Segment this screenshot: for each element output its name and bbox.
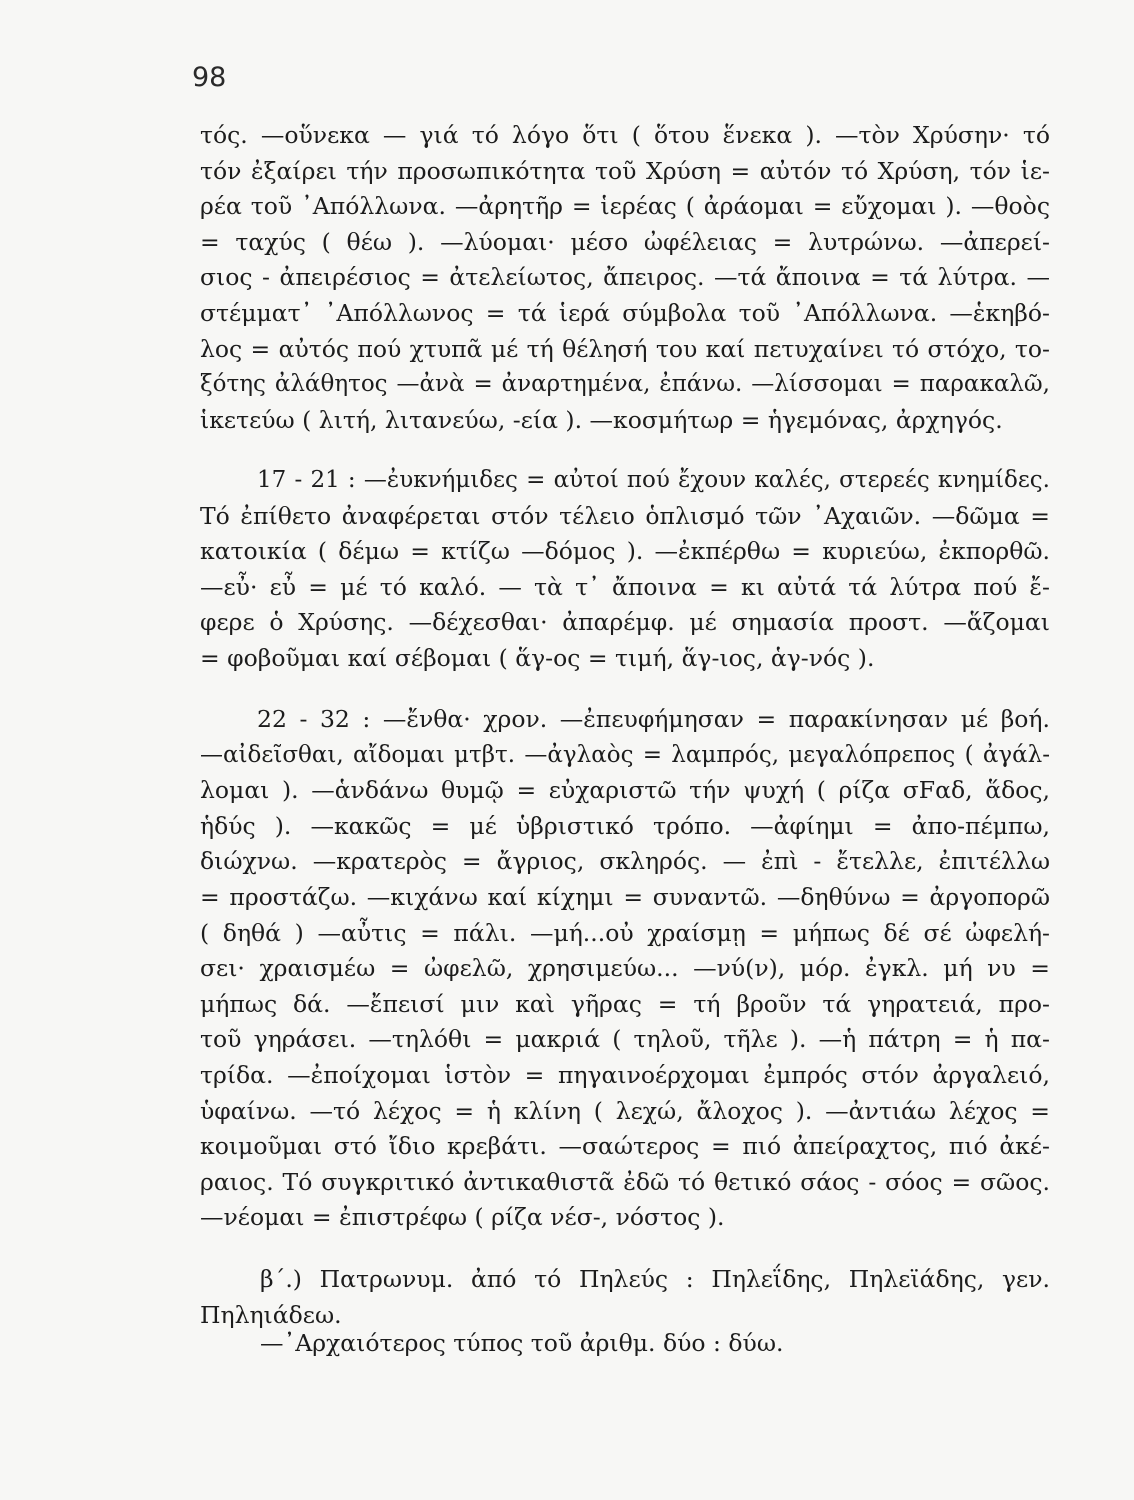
text-line: σει· χραισμέω = ὠφελῶ, χρησιμεύω... —νύ(ν), μόρ. ἐγκλ. μή νυ = [200,954,1050,983]
text-line: ξότης ἀλάθητος —ἀνὰ = ἀναρτημένα, ἐπάνω. —λίσσομαι = παρακαλῶ, [200,371,1050,398]
page-number: 98 [192,62,227,93]
text-line: μήπως δά. —ἔπεισί μιν καὶ γῆρας = τή βροῦν τά γηρατειά, προ- [200,989,1050,1018]
text-line: —νέομαι = ἐπιστρέφω ( ρίζα νέσ-, νόστος ). [200,1203,725,1232]
text-line: λος = αὐτός πού χτυπᾶ μέ τή θέλησή του καί πετυχαίνει τό στόχο, το- [200,334,1050,363]
text-line: —αἰδεῖσθαι, αἴδομαι μτβτ. —ἀγλαὸς = λαμπρός, μεγαλόπρεπος ( ἀγάλ- [200,741,1050,768]
text-line: ἡδύς ). —κακῶς = μέ ὑβριστικό τρόπο. —ἀφίημι = ἀπο-πέμπω, [200,811,1050,840]
text-line: τρίδα. —ἐποίχομαι ἱστὸν = πηγαινοέρχομαι ἐμπρός στόν ἀργαλειό, [200,1060,1050,1089]
text-line: —᾿Αρχαιότερος τύπος τοῦ ἀριθμ. δύο : δύω. [260,1329,784,1357]
text-line: τόν ἐξαίρει τήν προσωπικότητα τοῦ Χρύση = αὐτόν τό Χρύση, τόν ἱε- [200,156,1050,185]
text-line: ὑφαίνω. —τό λέχος = ἡ κλίνη ( λεχώ, ἄλοχος ). —ἀντιάω λέχος = [200,1096,1050,1125]
text-line: διώχνω. —κρατερὸς = ἄγριος, σκληρός. — ἐπὶ - ἔτελλε, ἐπιτέλλω [200,847,1050,876]
text-line: ( δηθά ) —αὖτις = πάλι. —μή...οὐ χραίσμῃ = μήπως δέ σέ ὠφελή- [200,918,1050,947]
paragraph-text [200,463,1050,677]
paragraph-text [200,1262,1050,1333]
text-line: σιος - ἀπειρέσιος = ἀτελείωτος, ἄπειρος. —τά ἄποινα = τά λύτρα. — [200,263,1050,292]
paragraph-4 [200,1262,1050,1333]
text-line: κατοικία ( δέμω = κτίζω —δόμος ). —ἐκπέρθω = κυριεύω, ἐκπορθῶ. [200,537,1050,566]
paragraph-text [200,1326,1050,1362]
text-line: —εὖ· εὖ = μέ τό καλό. — τὰ τ᾿ ἄποινα = κι αὐτά τά λύτρα πού ἔ- [200,572,1050,601]
text-line: = ταχύς ( θέω ). —λύομαι· μέσο ὠφέλειας = λυτρώνω. —ἀπερεί- [200,227,1050,256]
text-line: τός. —οὕνεκα — γιά τό λόγο ὅτι ( ὅτου ἕνεκα ). —τὸν Χρύσην· τό [200,121,1050,149]
text-line: Τό ἐπίθετο ἀναφέρεται στόν τέλειο ὁπλισμό τῶν ᾿Αχαιῶν. —δῶμα = [200,501,1050,530]
text-line: ἱκετεύω ( λιτή, λιτανεύω, -εία ). —κοσμήτωρ = ἡγεμόνας, ἀρχηγός. [200,405,1003,434]
paragraph-5 [200,1326,1050,1362]
text-line: β΄.) Πατρωνυμ. ἀπό τό Πηλεύς : Πηλεΐδης, Πηλεϊάδης, γεν. [260,1265,1050,1293]
paragraph-3 [200,702,1050,1236]
paragraph-1 [200,118,1050,438]
paragraph-text [200,118,1050,438]
text-line: Πηληιάδεω. [200,1300,342,1329]
text-line: στέμματ᾿ ᾿Απόλλωνος = τά ἱερά σύμβολα τοῦ ᾿Απόλλωνα. —ἑκηβό- [200,298,1050,327]
text-line: = φοβοῦμαι καί σέβομαι ( ἅγ-ος = τιμή, ἅγ-ιος, ἁγ-νός ). [200,643,875,672]
text-line: κοιμοῦμαι στό ἴδιο κρεβάτι. —σαώτερος = πιό ἀπείραχτος, πιό ἀκέ- [200,1132,1050,1161]
text-line: λομαι ). —ἁνδάνω θυμῷ = εὐχαριστῶ τήν ψυχή ( ρίζα σFαδ, ἅδος, [200,776,1050,805]
text-line: φερε ὁ Χρύσης. —δέχεσθαι· ἀπαρέμφ. μέ σημασία προστ. —ἅζομαι [200,608,1050,637]
text-line: ρέα τοῦ ᾿Απόλλωνα. —ἀρητῆρ = ἱερέας ( ἀράομαι = εὔχομαι ). —θοὸς [200,192,1050,221]
text-line: = προστάζω. —κιχάνω καί κίχημι = συναντῶ. —δηθύνω = ἀργοπορῶ [200,882,1050,911]
text-line: 22 - 32 : —ἔνθα· χρον. —ἐπευφήμησαν = παρακίνησαν μέ βοή. [257,705,1050,733]
text-line: ραιος. Τό συγκριτικό ἀντικαθιστᾶ ἐδῶ τό θετικό σάος - σόος = σῶος. [200,1167,1050,1196]
text-line: 17 - 21 : —ἐυκνήμιδες = αὐτοί πού ἔχουν καλές, στερεές κνημίδες. [257,467,1050,493]
text-line: τοῦ γηράσει. —τηλόθι = μακριά ( τηλοῦ, τῆλε ). —ἡ πάτρη = ἡ πα- [200,1025,1050,1054]
paragraph-2 [200,463,1050,677]
paragraph-text [200,702,1050,1236]
